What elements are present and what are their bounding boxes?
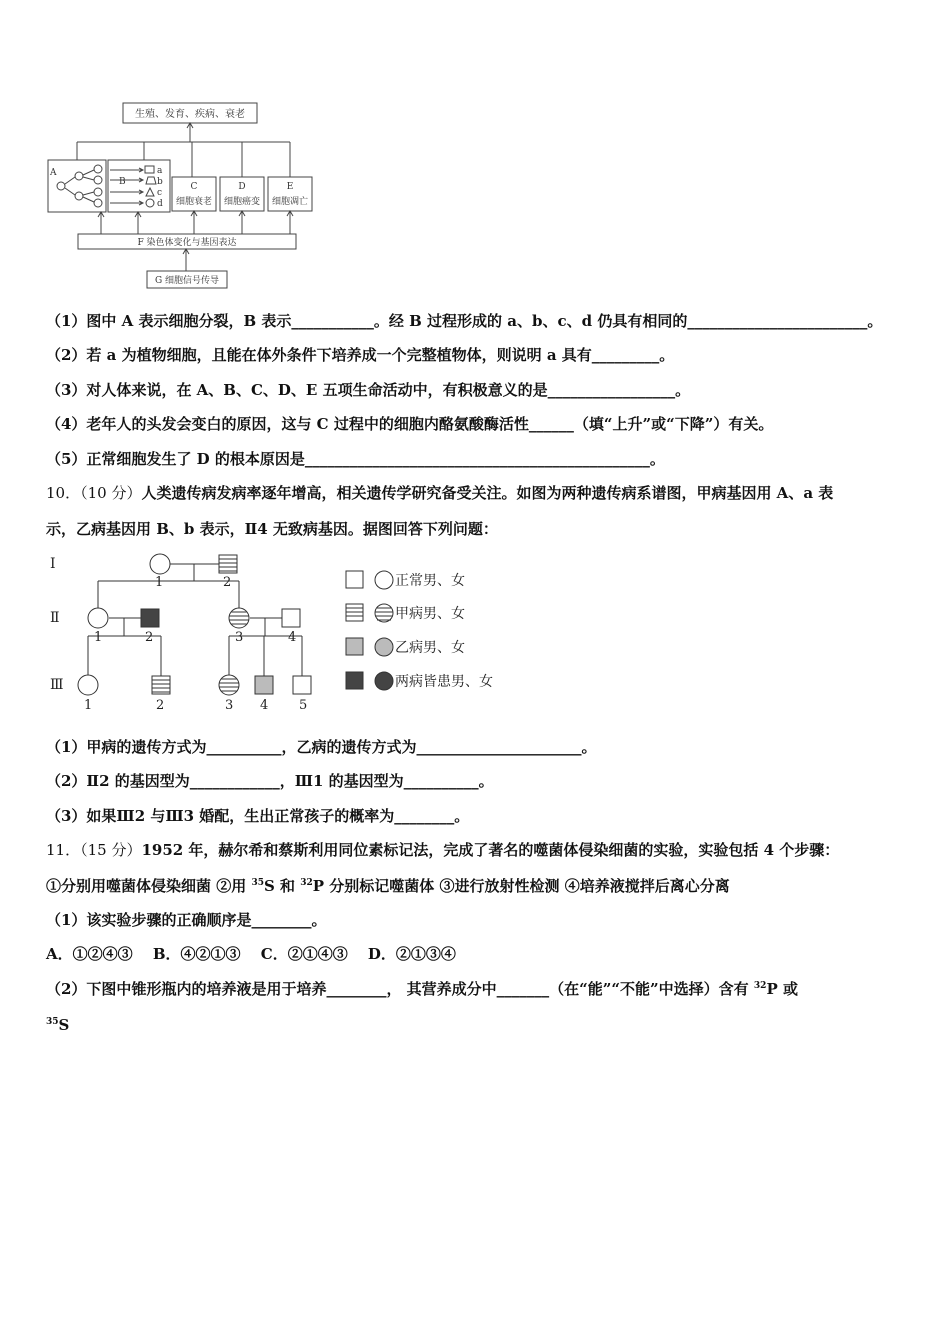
q11-step-a: ①分别用噬菌体侵染细菌 ②用	[46, 877, 252, 895]
diagram-out-d: d	[157, 199, 163, 209]
pedigree-chart	[46, 548, 526, 718]
q10-intro-line-2: 示，乙病基因用 B、b 表示，Ⅱ4 无致病基因。据图回答下列问题：	[46, 520, 498, 538]
ii4-num: 4	[288, 630, 297, 645]
gen-label-3: Ⅲ	[50, 677, 64, 693]
diagram-c-label: 细胞衰老	[175, 197, 213, 207]
q10-intro-1: 人类遗传病发病率逐年增高，相关遗传学研究备受关注。如图为两种遗传病系谱图，甲病基因用 A、a 表	[141, 484, 834, 502]
diagram-f-label: F 染色体变化与基因表达	[137, 238, 237, 248]
q11-line-2	[46, 979, 798, 999]
gen-label-1: Ⅰ	[50, 556, 56, 572]
q11-line-3-iso-s: 35	[46, 1017, 59, 1027]
q9-line-2: （2）若 a 为植物细胞，且能在体外条件下培养成一个完整植物体，则说明 a 具有_________。	[46, 346, 675, 364]
q11-iso-p: 32	[300, 878, 313, 888]
q11-line-2-iso-p: 32	[753, 981, 767, 991]
legend-normal-female	[375, 571, 393, 589]
q11-number: 11．（15 分）	[46, 841, 142, 859]
ii2-num: 2	[145, 630, 154, 645]
diagram-out-a: a	[157, 166, 163, 176]
legend-both-male	[346, 672, 363, 689]
diagram-e-letter: E	[286, 182, 294, 192]
diagram-d-label: 细胞癌变	[223, 197, 261, 207]
pedigree-iii1	[78, 675, 98, 695]
legend-normal-label: 正常男、女	[395, 573, 465, 589]
legend-normal-male	[346, 571, 363, 588]
legend-a-female	[375, 604, 393, 622]
ii3-num: 3	[235, 630, 244, 645]
q11-iso-s: 35	[251, 878, 264, 888]
diagram-c-letter: C	[190, 182, 198, 192]
q11-options: A．①②④③ B．④②①③ C．②①④③ D．②①③④	[46, 945, 456, 963]
pedigree-ii3	[229, 608, 249, 628]
q10-line-2: （2）Ⅱ2 的基因型为____________，Ⅲ1 的基因型为__________。	[46, 772, 494, 790]
diagram-e-label: 细胞凋亡	[271, 197, 309, 207]
q11-steps-line	[46, 876, 730, 896]
q9-line-3: （3）对人体来说，在 A、B、C、D、E 五项生命活动中，有积极意义的是_________________。	[46, 381, 691, 399]
q11-line-3	[46, 1015, 69, 1035]
diagram-b-letter: B	[119, 177, 126, 187]
ii1-num: 1	[94, 630, 103, 645]
legend-b-label: 乙病男、女	[395, 640, 465, 656]
pedigree-i2	[219, 555, 237, 573]
diagram-g-label: G 细胞信号传导	[154, 276, 220, 286]
i1-num: 1	[155, 575, 164, 590]
q11-step-b: S 和	[263, 877, 301, 895]
q11-intro: 1952 年，赫尔希和蔡斯利用同位素标记法，完成了著名的噬菌体侵染细菌的实验，实验包括 4 个步骤：	[141, 841, 840, 859]
diagram-out-b: b	[157, 177, 163, 187]
pedigree-iii5	[293, 676, 311, 694]
pedigree-ii2	[141, 609, 159, 627]
iii5-num: 5	[299, 698, 308, 713]
iii4-num: 4	[260, 698, 269, 713]
diagram-out-c: c	[157, 188, 163, 198]
pedigree-ii1	[88, 608, 108, 628]
diagram-a-letter: A	[50, 168, 57, 178]
q11-line-3b: S	[58, 1016, 70, 1034]
pedigree-iii2	[152, 676, 170, 694]
pedigree-ii4	[282, 609, 300, 627]
q9-line-1: （1）图中 A 表示细胞分裂，B 表示___________。经 B 过程形成的 a、b、c、d 仍具有相同的________________________。	[46, 312, 883, 330]
legend-both-label: 两病皆患男、女	[395, 674, 493, 690]
q10-line-3: （3）如果Ⅲ2 与Ⅲ3 婚配，生出正常孩子的概率为________。	[46, 807, 470, 825]
pedigree-iii4	[255, 676, 273, 694]
legend-b-female	[375, 638, 393, 656]
q11-step-c: P 分别标记噬菌体 ③进行放射性检测 ④培养液搅拌后离心分离	[312, 877, 730, 895]
pedigree-i1	[150, 554, 170, 574]
q9-line-4: （4）老年人的头发会变白的原因，这与 C 过程中的细胞内酪氨酸酶活性______（填“上升”或“下降”）有关。	[46, 415, 774, 433]
q11-line-1: （1）该实验步骤的正确顺序是________。	[46, 911, 327, 929]
pedigree-iii3	[219, 675, 239, 695]
diagram-d-letter: D	[238, 182, 246, 192]
i2-num: 2	[223, 575, 232, 590]
q11-line-2a: （2）下图中锥形瓶内的培养液是用于培养________， 其营养成分中_______（在“能”“不能”中选择）含有	[46, 980, 754, 998]
legend-a-label: 甲病男、女	[395, 606, 465, 622]
q11-intro-line	[46, 840, 839, 860]
iii2-num: 2	[156, 698, 165, 713]
q10-line-1: （1）甲病的遗传方式为__________，乙病的遗传方式为______________________。	[46, 738, 597, 756]
iii1-num: 1	[84, 698, 93, 713]
q10-number: 10．（10 分）	[46, 484, 142, 502]
q11-line-2b: P 或	[766, 980, 798, 998]
gen-label-2: Ⅱ	[50, 610, 60, 626]
legend-b-male	[346, 638, 363, 655]
q10-intro-line-1	[46, 483, 833, 503]
q9-line-5: （5）正常细胞发生了 D 的根本原因是______________________________________________。	[46, 450, 665, 468]
diagram-top-label: 生殖、发育、疾病、衰老	[135, 109, 245, 120]
cell-process-diagram	[46, 100, 316, 290]
iii3-num: 3	[225, 698, 234, 713]
legend-both-female	[375, 672, 393, 690]
